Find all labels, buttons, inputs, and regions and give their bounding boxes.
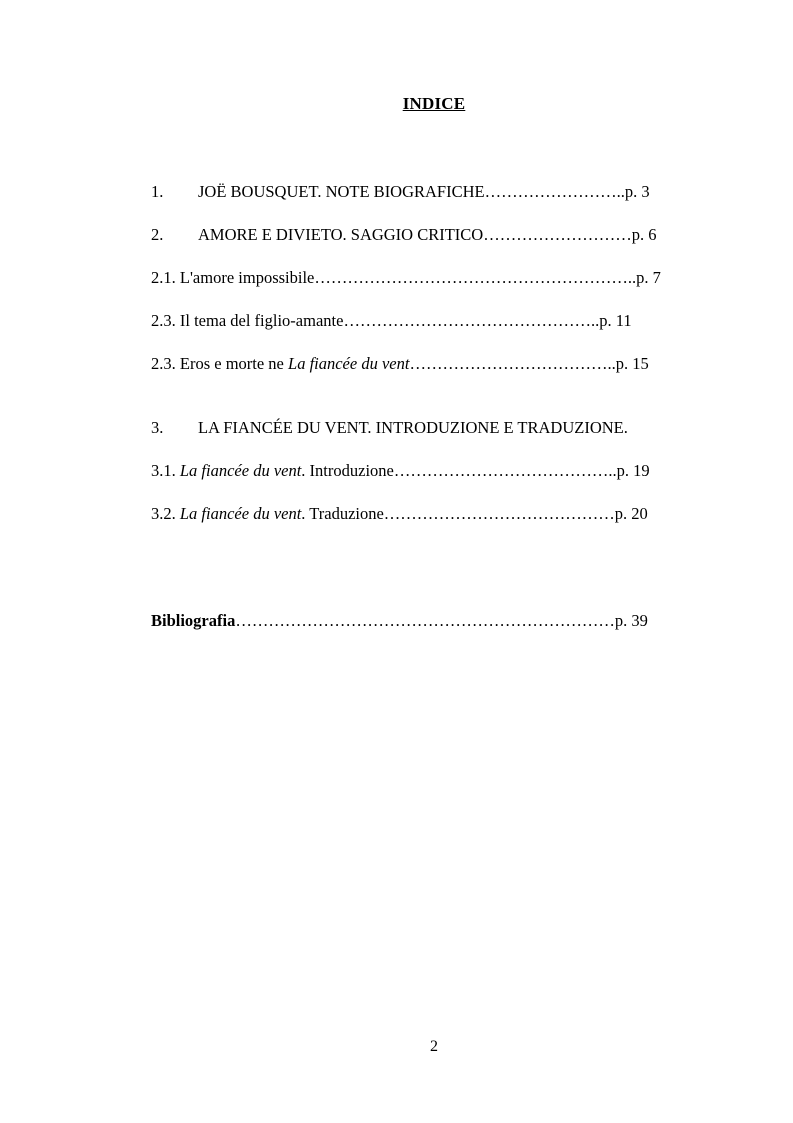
toc-entry-number: 2.1. (151, 268, 176, 287)
toc-entry-number: 1. (151, 182, 164, 201)
toc-entry-leader: ……………………… (483, 225, 632, 244)
toc-entry-page: p. 19 (616, 461, 650, 480)
bibliography-label: Bibliografia (151, 611, 236, 630)
toc-entry-page: p. 7 (636, 268, 661, 287)
toc-entry-title: . Traduzione (301, 504, 384, 523)
toc-entry-number: 3. (151, 418, 164, 437)
toc-entry-page: p. 39 (614, 611, 648, 630)
toc-entry-leader: ……………………………….. (409, 354, 616, 373)
toc-entry-bibliography[interactable] (151, 610, 648, 632)
toc-entry-italic-title: La fiancée du vent (288, 354, 410, 373)
toc-entry-page: p. 20 (614, 504, 648, 523)
toc-entry-italic-title: La fiancée du vent (179, 504, 302, 523)
toc-entry[interactable] (151, 224, 656, 246)
toc-entry-title: L'amore impossibile (179, 268, 315, 287)
toc-entry[interactable] (151, 417, 628, 439)
toc-entry-leader: …………………………………………………………… (235, 611, 615, 630)
toc-entry-page: p. 6 (631, 225, 657, 244)
toc-entry-page: p. 11 (599, 311, 632, 330)
toc-entry[interactable] (151, 310, 632, 332)
toc-entry[interactable] (151, 267, 661, 289)
toc-entry-number: 2.3. (151, 311, 176, 330)
toc-entry-title: Eros e morte ne (179, 354, 284, 373)
toc-entry-leader: ……………………………………….. (343, 311, 600, 330)
toc-entry-italic-title: La fiancée du vent (179, 461, 302, 480)
toc-entry[interactable] (151, 181, 650, 203)
page-title: INDICE (402, 94, 466, 113)
toc-entry-number: 2.3. (151, 354, 176, 373)
toc-entry-leader: ………………………………….. (393, 461, 617, 480)
toc-entry-leader: ………………………………………………….. (314, 268, 637, 287)
toc-entry-title: . Introduzione (301, 461, 394, 480)
toc-entry-title: JOË BOUSQUET. NOTE BIOGRAFICHE (198, 182, 485, 201)
toc-entry-title: LA FIANCÉE DU VENT. INTRODUZIONE E TRADUZIONE. (198, 418, 628, 437)
toc-entry-title: AMORE E DIVIETO. SAGGIO CRITICO (198, 225, 484, 244)
toc-entry[interactable] (151, 353, 649, 375)
toc-entry-number: 3.1. (151, 461, 176, 480)
toc-entry[interactable] (151, 503, 648, 525)
toc-entry-page: p. 15 (615, 354, 649, 373)
toc-entry-page: p. 3 (624, 182, 650, 201)
toc-entry-number: 3.2. (151, 504, 176, 523)
toc-entry-leader: …………………………………… (383, 504, 615, 523)
toc-entry-number: 2. (151, 225, 164, 244)
toc-entry[interactable] (151, 460, 650, 482)
page-number: 2 (430, 1038, 438, 1055)
toc-entry-leader: …………………….. (484, 182, 625, 201)
toc-entry-title: Il tema del figlio-amante (179, 311, 344, 330)
